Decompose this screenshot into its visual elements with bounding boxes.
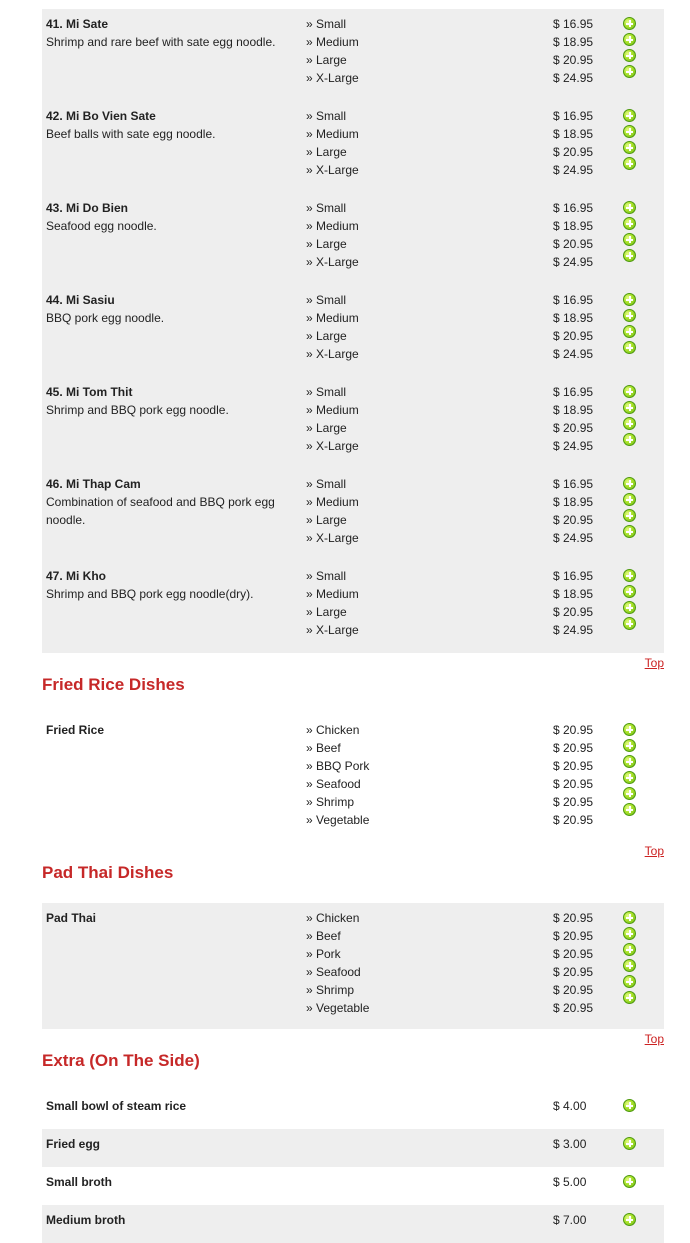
size-option: » Medium [306, 311, 359, 325]
add-to-cart-plus-icon[interactable] [623, 309, 636, 322]
price-value: $ 4.00 [553, 1099, 587, 1113]
item-title: Small broth [46, 1175, 113, 1189]
item-title: 45. Mi Tom Thit [46, 385, 133, 399]
add-to-cart-plus-icon[interactable] [623, 325, 636, 338]
add-to-cart-plus-icon[interactable] [623, 477, 636, 490]
size-option: » BBQ Pork [306, 759, 370, 773]
item-title: Pad Thai [46, 911, 97, 925]
add-to-cart-plus-icon[interactable] [623, 157, 636, 170]
add-to-cart-plus-icon[interactable] [623, 141, 636, 154]
top-link[interactable]: Top [644, 656, 664, 670]
add-buttons [623, 721, 663, 841]
item-info [46, 1135, 553, 1167]
price-value: $ 20.95 [553, 929, 594, 943]
price-value: $ 20.95 [553, 813, 594, 827]
item-info [46, 475, 306, 561]
item-title: 47. Mi Kho [46, 569, 107, 583]
add-buttons [623, 567, 663, 653]
top-link-row [42, 653, 664, 675]
size-option: » X-Large [306, 623, 359, 637]
item-description: Combination of seafood and BBQ pork egg noodle. [46, 495, 275, 527]
item-description: BBQ pork egg noodle. [46, 311, 165, 325]
menu-item [42, 1091, 664, 1129]
size-option: » Medium [306, 587, 359, 601]
item-title: 46. Mi Thap Cam [46, 477, 141, 491]
price-value: $ 20.95 [553, 1001, 594, 1015]
add-to-cart-plus-icon[interactable] [623, 911, 636, 924]
item-prices [553, 1211, 623, 1243]
item-options [306, 567, 553, 653]
add-to-cart-plus-icon[interactable] [623, 803, 636, 816]
item-title: 43. Mi Do Bien [46, 201, 129, 215]
price-value: $ 18.95 [553, 495, 594, 509]
item-info [46, 383, 306, 469]
top-link-row [42, 1029, 664, 1051]
item-prices [553, 1135, 623, 1167]
item-title: 41. Mi Sate [46, 17, 109, 31]
size-option: » Medium [306, 495, 359, 509]
price-value: $ 20.95 [553, 53, 594, 67]
item-prices [553, 721, 623, 841]
add-to-cart-plus-icon[interactable] [623, 991, 636, 1004]
add-to-cart-plus-icon[interactable] [623, 233, 636, 246]
item-info [46, 1173, 553, 1205]
add-buttons [623, 1135, 663, 1167]
size-option: » Small [306, 293, 347, 307]
add-to-cart-plus-icon[interactable] [623, 401, 636, 414]
price-value: $ 20.95 [553, 965, 594, 979]
item-description: Seafood egg noodle. [46, 219, 157, 233]
item-info [46, 909, 306, 1029]
size-option: » Chicken [306, 723, 360, 737]
price-value: $ 16.95 [553, 569, 594, 583]
item-options [306, 15, 553, 101]
add-to-cart-plus-icon[interactable] [623, 975, 636, 988]
add-to-cart-plus-icon[interactable] [623, 17, 636, 30]
size-option: » Large [306, 421, 347, 435]
size-option: » Chicken [306, 911, 360, 925]
price-value: $ 24.95 [553, 531, 594, 545]
size-option: » Medium [306, 127, 359, 141]
add-to-cart-plus-icon[interactable] [623, 617, 636, 630]
item-options [306, 107, 553, 193]
item-prices [553, 567, 623, 653]
add-to-cart-plus-icon[interactable] [623, 49, 636, 62]
item-options [306, 909, 553, 1029]
size-option: » Medium [306, 35, 359, 49]
price-value: $ 20.95 [553, 759, 594, 773]
item-title: Small bowl of steam rice [46, 1099, 187, 1113]
size-option: » X-Large [306, 439, 359, 453]
add-to-cart-plus-icon[interactable] [623, 201, 636, 214]
add-to-cart-plus-icon[interactable] [623, 509, 636, 522]
price-value: $ 24.95 [553, 347, 594, 361]
add-buttons [623, 475, 663, 561]
price-value: $ 7.00 [553, 1213, 587, 1227]
add-to-cart-plus-icon[interactable] [623, 249, 636, 262]
item-prices [553, 383, 623, 469]
pad-thai-item [42, 903, 664, 1029]
size-option: » X-Large [306, 255, 359, 269]
price-value: $ 20.95 [553, 421, 594, 435]
price-value: $ 20.95 [553, 145, 594, 159]
section-title-extra: Extra (On The Side) [42, 1051, 200, 1070]
item-title: Fried Rice [46, 723, 105, 737]
item-info [46, 721, 306, 841]
item-options [306, 199, 553, 285]
add-to-cart-plus-icon[interactable] [623, 417, 636, 430]
top-link[interactable]: Top [644, 1032, 664, 1046]
section-title-pad-thai: Pad Thai Dishes [42, 863, 174, 882]
menu-item [42, 285, 664, 377]
price-value: $ 20.95 [553, 777, 594, 791]
price-value: $ 24.95 [553, 71, 594, 85]
add-to-cart-plus-icon[interactable] [623, 755, 636, 768]
price-value: $ 20.95 [553, 605, 594, 619]
add-to-cart-plus-icon[interactable] [623, 569, 636, 582]
item-prices [553, 199, 623, 285]
item-info [46, 107, 306, 193]
size-option: » Large [306, 237, 347, 251]
add-buttons [623, 1173, 663, 1205]
price-value: $ 18.95 [553, 311, 594, 325]
size-option: » Shrimp [306, 983, 355, 997]
price-value: $ 16.95 [553, 17, 594, 31]
menu-item [42, 1167, 664, 1205]
top-link-row [42, 841, 664, 863]
add-to-cart-plus-icon[interactable] [623, 433, 636, 446]
add-to-cart-plus-icon[interactable] [623, 723, 636, 736]
price-value: $ 16.95 [553, 109, 594, 123]
price-value: $ 18.95 [553, 403, 594, 417]
item-prices [553, 1097, 623, 1129]
noodle-items-list [42, 9, 664, 653]
size-option: » Small [306, 17, 347, 31]
section-title-fried-rice: Fried Rice Dishes [42, 675, 185, 694]
item-options [306, 475, 553, 561]
size-option: » Large [306, 513, 347, 527]
price-value: $ 20.95 [553, 723, 594, 737]
menu-container [42, 9, 664, 1243]
size-option: » Small [306, 569, 347, 583]
item-prices [553, 15, 623, 101]
menu-item [42, 101, 664, 193]
price-value: $ 20.95 [553, 795, 594, 809]
size-option: » Large [306, 145, 347, 159]
menu-item [42, 469, 664, 561]
extra-items-list [42, 1091, 664, 1243]
add-to-cart-plus-icon[interactable] [623, 771, 636, 784]
add-to-cart-plus-icon[interactable] [623, 385, 636, 398]
price-value: $ 20.95 [553, 983, 594, 997]
add-to-cart-plus-icon[interactable] [623, 33, 636, 46]
size-option: » X-Large [306, 71, 359, 85]
size-option: » X-Large [306, 163, 359, 177]
add-to-cart-plus-icon[interactable] [623, 65, 636, 78]
price-value: $ 20.95 [553, 947, 594, 961]
size-option: » Vegetable [306, 813, 370, 827]
top-link[interactable]: Top [644, 844, 664, 858]
item-prices [553, 291, 623, 377]
item-prices [553, 909, 623, 1029]
item-options [306, 721, 553, 841]
add-to-cart-plus-icon[interactable] [623, 217, 636, 230]
size-option: » Seafood [306, 965, 361, 979]
add-to-cart-plus-icon[interactable] [623, 341, 636, 354]
price-value: $ 3.00 [553, 1137, 587, 1151]
add-to-cart-plus-icon[interactable] [623, 109, 636, 122]
item-info [46, 1097, 553, 1129]
menu-item [42, 903, 664, 1029]
size-option: » Large [306, 53, 347, 67]
add-to-cart-plus-icon[interactable] [623, 1137, 636, 1150]
item-title: Fried egg [46, 1137, 101, 1151]
add-buttons [623, 107, 663, 193]
price-value: $ 16.95 [553, 293, 594, 307]
menu-item [42, 1129, 664, 1167]
menu-item [42, 715, 664, 841]
item-description: Shrimp and rare beef with sate egg noodle. [46, 35, 276, 49]
price-value: $ 18.95 [553, 219, 594, 233]
item-options [306, 383, 553, 469]
item-info [46, 199, 306, 285]
add-buttons [623, 1211, 663, 1243]
add-to-cart-plus-icon[interactable] [623, 293, 636, 306]
add-to-cart-plus-icon[interactable] [623, 1175, 636, 1188]
price-value: $ 16.95 [553, 385, 594, 399]
price-value: $ 5.00 [553, 1175, 587, 1189]
price-value: $ 24.95 [553, 439, 594, 453]
size-option: » Seafood [306, 777, 361, 791]
menu-item [42, 561, 664, 653]
add-to-cart-plus-icon[interactable] [623, 927, 636, 940]
price-value: $ 20.95 [553, 237, 594, 251]
item-title: Medium broth [46, 1213, 126, 1227]
price-value: $ 16.95 [553, 477, 594, 491]
size-option: » Small [306, 385, 347, 399]
add-to-cart-plus-icon[interactable] [623, 943, 636, 956]
item-info [46, 567, 306, 653]
item-info [46, 291, 306, 377]
add-buttons [623, 909, 663, 1029]
size-option: » Shrimp [306, 795, 355, 809]
price-value: $ 20.95 [553, 911, 594, 925]
price-value: $ 20.95 [553, 513, 594, 527]
menu-item [42, 9, 664, 101]
add-to-cart-plus-icon[interactable] [623, 525, 636, 538]
price-value: $ 16.95 [553, 201, 594, 215]
size-option: » Medium [306, 403, 359, 417]
fried-rice-item [42, 715, 664, 841]
size-option: » Medium [306, 219, 359, 233]
size-option: » Small [306, 109, 347, 123]
item-title: 44. Mi Sasiu [46, 293, 115, 307]
price-value: $ 20.95 [553, 741, 594, 755]
add-to-cart-plus-icon[interactable] [623, 1213, 636, 1226]
item-description: Beef balls with sate egg noodle. [46, 127, 216, 141]
add-buttons [623, 291, 663, 377]
price-value: $ 24.95 [553, 623, 594, 637]
size-option: » Large [306, 605, 347, 619]
add-to-cart-plus-icon[interactable] [623, 1099, 636, 1112]
size-option: » Vegetable [306, 1001, 370, 1015]
size-option: » X-Large [306, 347, 359, 361]
item-description: Shrimp and BBQ pork egg noodle. [46, 403, 229, 417]
price-value: $ 18.95 [553, 35, 594, 49]
add-to-cart-plus-icon[interactable] [623, 787, 636, 800]
add-to-cart-plus-icon[interactable] [623, 739, 636, 752]
size-option: » X-Large [306, 531, 359, 545]
add-buttons [623, 383, 663, 469]
item-title: 42. Mi Bo Vien Sate [46, 109, 156, 123]
add-to-cart-plus-icon[interactable] [623, 959, 636, 972]
add-to-cart-plus-icon[interactable] [623, 601, 636, 614]
add-buttons [623, 15, 663, 101]
menu-item [42, 1205, 664, 1243]
add-to-cart-plus-icon[interactable] [623, 585, 636, 598]
price-value: $ 18.95 [553, 587, 594, 601]
menu-item [42, 377, 664, 469]
size-option: » Beef [306, 741, 341, 755]
item-info [46, 15, 306, 101]
add-to-cart-plus-icon[interactable] [623, 125, 636, 138]
size-option: » Pork [306, 947, 341, 961]
size-option: » Small [306, 201, 347, 215]
item-prices [553, 1173, 623, 1205]
size-option: » Small [306, 477, 347, 491]
add-buttons [623, 1097, 663, 1129]
item-prices [553, 107, 623, 193]
add-buttons [623, 199, 663, 285]
add-to-cart-plus-icon[interactable] [623, 493, 636, 506]
menu-item [42, 193, 664, 285]
price-value: $ 24.95 [553, 255, 594, 269]
item-options [306, 291, 553, 377]
size-option: » Beef [306, 929, 341, 943]
price-value: $ 24.95 [553, 163, 594, 177]
size-option: » Large [306, 329, 347, 343]
item-prices [553, 475, 623, 561]
price-value: $ 18.95 [553, 127, 594, 141]
item-description: Shrimp and BBQ pork egg noodle(dry). [46, 587, 254, 601]
price-value: $ 20.95 [553, 329, 594, 343]
item-info [46, 1211, 553, 1243]
